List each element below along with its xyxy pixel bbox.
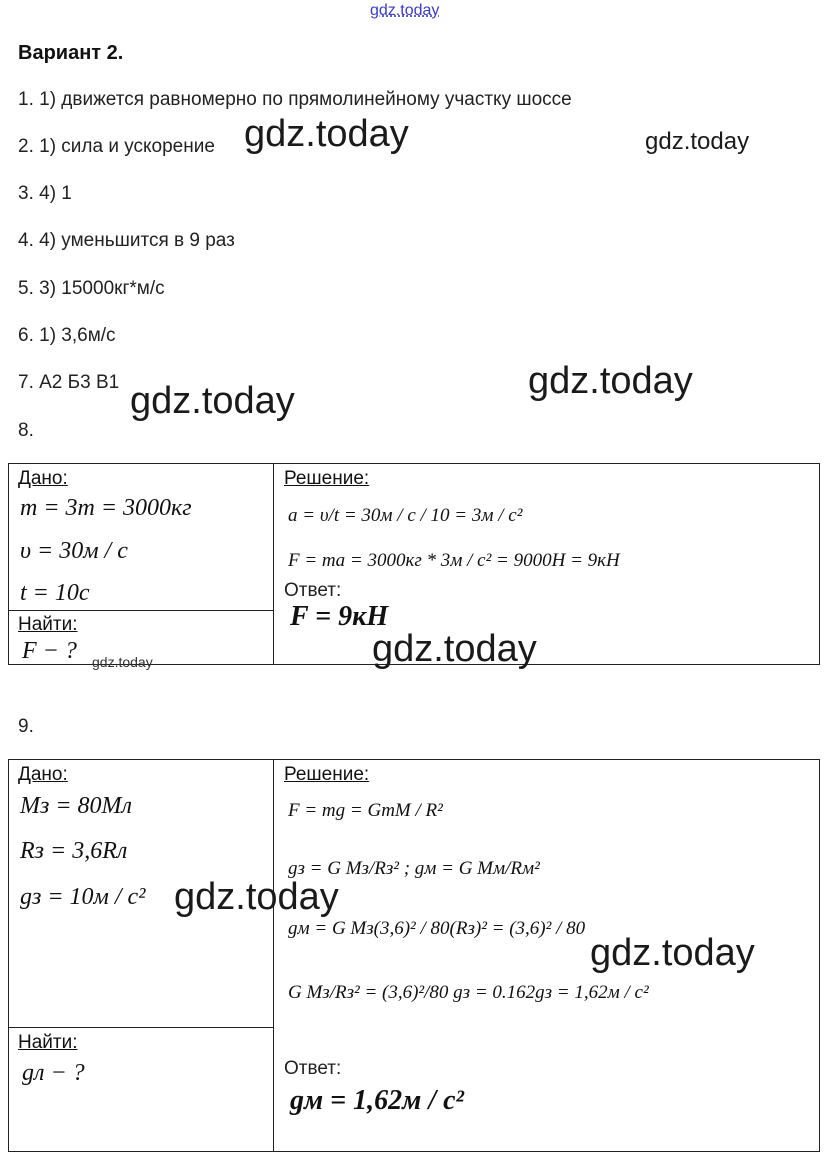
- watermark: gdz.today: [244, 113, 409, 155]
- find-item: gл − ?: [22, 1060, 85, 1086]
- given-label: Дано:: [18, 468, 68, 489]
- answer-2: 2. 1) сила и ускорение: [18, 136, 215, 157]
- answer-7: 7. А2 Б3 В1: [18, 372, 120, 393]
- answer-value: F = 9кН: [290, 601, 389, 632]
- watermark: gdz.today: [645, 128, 750, 155]
- given-item: gз = 10м / с²: [20, 884, 146, 910]
- answer-label: Ответ:: [284, 1058, 342, 1079]
- watermark: gdz.today: [372, 628, 537, 670]
- solution-line: G Mз/Rз² = (3,6)²/80 gз = 0.162gз = 1,62м / с²: [288, 982, 649, 1003]
- answer-8: 8.: [18, 420, 34, 441]
- solution-line: gз = G Mз/Rз² ; gм = G Mм/Rм²: [288, 858, 540, 879]
- answer-1: 1. 1) движется равномерно по прямолинейному участку шоссе: [18, 89, 572, 110]
- solution-label: Решение:: [284, 468, 370, 489]
- answer-value: gм = 1,62м / с²: [290, 1085, 464, 1116]
- watermark: gdz.today: [92, 654, 153, 670]
- answer-6: 6. 1) 3,6м/с: [18, 325, 116, 346]
- given-item: t = 10с: [20, 580, 90, 606]
- solution-line: F = mg = GmM / R²: [288, 800, 443, 821]
- table-divider: [273, 759, 274, 1152]
- task9-number: 9.: [18, 716, 34, 737]
- find-item: F − ?: [22, 638, 77, 664]
- solution-line: gм = G Mз(3,6)² / 80(Rз)² = (3,6)² / 80: [288, 918, 586, 939]
- given-label: Дано:: [18, 764, 68, 785]
- watermark: gdz.today: [130, 380, 295, 422]
- answer-5: 5. 3) 15000кг*м/с: [18, 278, 165, 299]
- solution-label: Решение:: [284, 764, 370, 785]
- table-divider: [8, 610, 274, 611]
- given-item: υ = 30м / с: [20, 538, 128, 564]
- solution-line: a = υ/t = 30м / с / 10 = 3м / с²: [288, 505, 523, 526]
- table-divider: [8, 1027, 274, 1028]
- answer-4: 4. 4) уменьшится в 9 раз: [18, 230, 235, 251]
- find-label: Найти:: [18, 1032, 78, 1053]
- table-divider: [273, 463, 274, 665]
- watermark: gdz.today: [174, 876, 339, 918]
- answer-3: 3. 4) 1: [18, 183, 72, 204]
- page-title: Вариант 2.: [18, 42, 124, 64]
- given-item: Rз = 3,6Rл: [20, 838, 128, 864]
- watermark: gdz.today: [528, 360, 693, 402]
- solution-line: F = ma = 3000кг * 3м / с² = 9000Н = 9кН: [288, 550, 620, 571]
- find-label: Найти:: [18, 614, 78, 635]
- given-item: m = 3т = 3000кг: [20, 495, 192, 521]
- answer-label: Ответ:: [284, 580, 342, 601]
- watermark-top: gdz.today: [370, 2, 440, 19]
- given-item: Mз = 80Mл: [20, 793, 133, 819]
- watermark: gdz.today: [590, 932, 755, 974]
